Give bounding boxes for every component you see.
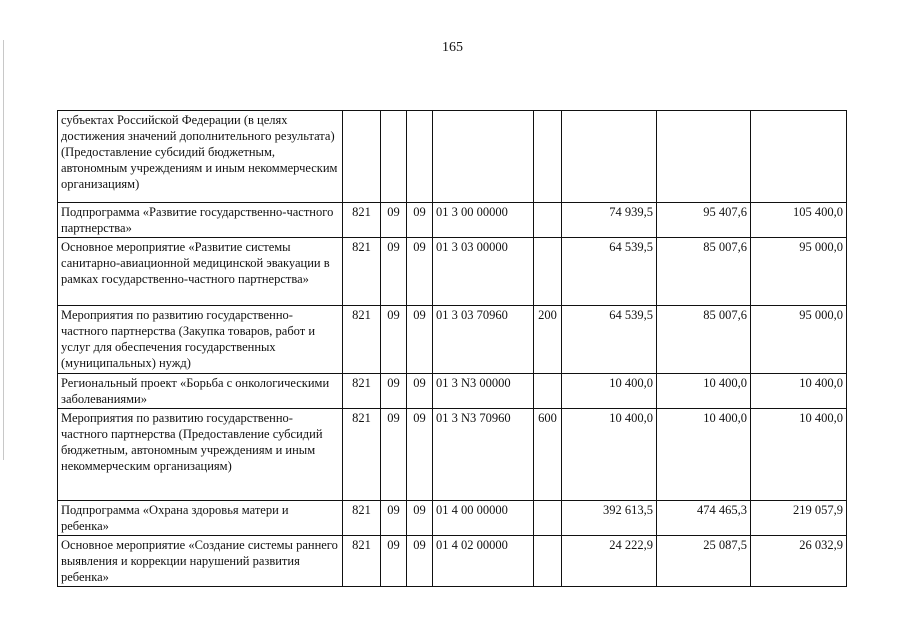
cell-section: 09 [381, 238, 407, 306]
cell-name: Мероприятия по развитию государственно-частного партнерства (Закупка товаров, работ и услуг для обеспечения государственных (муниципальных) нужд) [58, 306, 343, 374]
cell-target-article: 01 3 N3 70960 [433, 409, 534, 501]
cell-amount-year1: 64 539,5 [562, 238, 657, 306]
cell-section: 09 [381, 203, 407, 238]
cell-expense-type [534, 238, 562, 306]
cell-grbs: 821 [343, 409, 381, 501]
cell-target-article: 01 3 00 00000 [433, 203, 534, 238]
cell-amount-year3: 219 057,9 [751, 501, 847, 536]
table-row [58, 111, 847, 203]
table-row [58, 374, 847, 409]
cell-grbs: 821 [343, 203, 381, 238]
cell-amount-year2: 85 007,6 [657, 238, 751, 306]
cell-target-article [433, 111, 534, 203]
cell-expense-type [534, 203, 562, 238]
page-number: 165 [442, 40, 463, 55]
cell-amount-year1: 24 222,9 [562, 536, 657, 587]
cell-subsection: 09 [407, 203, 433, 238]
table-row [58, 306, 847, 374]
cell-name: Подпрограмма «Развитие государственно-частного партнерства» [58, 203, 343, 238]
cell-expense-type [534, 536, 562, 587]
cell-amount-year1: 392 613,5 [562, 501, 657, 536]
table-row [58, 203, 847, 238]
cell-amount-year2: 10 400,0 [657, 409, 751, 501]
cell-amount-year2 [657, 111, 751, 203]
cell-subsection: 09 [407, 536, 433, 587]
cell-name: Мероприятия по развитию государственно-частного партнерства (Предоставление субсидий бюджетным, автономным учреждениям и иным некоммерческим организациям) [58, 409, 343, 501]
cell-amount-year3: 10 400,0 [751, 409, 847, 501]
cell-target-article: 01 3 N3 00000 [433, 374, 534, 409]
cell-name: Региональный проект «Борьба с онкологическими заболеваниями» [58, 374, 343, 409]
table-body [58, 111, 847, 587]
cell-grbs: 821 [343, 536, 381, 587]
cell-section [381, 111, 407, 203]
cell-amount-year2: 85 007,6 [657, 306, 751, 374]
cell-subsection: 09 [407, 374, 433, 409]
cell-amount-year1: 10 400,0 [562, 374, 657, 409]
cell-target-article: 01 4 02 00000 [433, 536, 534, 587]
cell-subsection: 09 [407, 238, 433, 306]
cell-target-article: 01 3 03 70960 [433, 306, 534, 374]
cell-section: 09 [381, 536, 407, 587]
cell-name: Основное мероприятие «Развитие системы санитарно-авиационной медицинской эвакуации в рамках государственно-частного партнерства» [58, 238, 343, 306]
cell-amount-year3: 26 032,9 [751, 536, 847, 587]
cell-section: 09 [381, 306, 407, 374]
cell-amount-year1: 74 939,5 [562, 203, 657, 238]
cell-grbs: 821 [343, 306, 381, 374]
cell-expense-type [534, 111, 562, 203]
cell-amount-year2: 474 465,3 [657, 501, 751, 536]
cell-name: Основное мероприятие «Создание системы раннего выявления и коррекции нарушений развития ребенка» [58, 536, 343, 587]
cell-grbs: 821 [343, 501, 381, 536]
cell-section: 09 [381, 374, 407, 409]
cell-target-article: 01 4 00 00000 [433, 501, 534, 536]
scan-edge-line [3, 40, 4, 460]
cell-amount-year3: 95 000,0 [751, 238, 847, 306]
cell-amount-year1: 10 400,0 [562, 409, 657, 501]
cell-amount-year3 [751, 111, 847, 203]
cell-grbs: 821 [343, 238, 381, 306]
cell-section: 09 [381, 409, 407, 501]
cell-expense-type [534, 501, 562, 536]
cell-subsection [407, 111, 433, 203]
cell-subsection: 09 [407, 501, 433, 536]
cell-amount-year2: 95 407,6 [657, 203, 751, 238]
table-row [58, 536, 847, 587]
table-row [58, 409, 847, 501]
cell-amount-year3: 95 000,0 [751, 306, 847, 374]
cell-section: 09 [381, 501, 407, 536]
cell-grbs [343, 111, 381, 203]
budget-table [57, 110, 847, 587]
table-row [58, 501, 847, 536]
cell-amount-year2: 25 087,5 [657, 536, 751, 587]
cell-amount-year1 [562, 111, 657, 203]
cell-subsection: 09 [407, 306, 433, 374]
cell-expense-type [534, 374, 562, 409]
cell-name: Подпрограмма «Охрана здоровья матери и ребенка» [58, 501, 343, 536]
cell-subsection: 09 [407, 409, 433, 501]
cell-expense-type: 200 [534, 306, 562, 374]
cell-target-article: 01 3 03 00000 [433, 238, 534, 306]
cell-amount-year3: 105 400,0 [751, 203, 847, 238]
cell-amount-year2: 10 400,0 [657, 374, 751, 409]
cell-amount-year3: 10 400,0 [751, 374, 847, 409]
table-row [58, 238, 847, 306]
cell-grbs: 821 [343, 374, 381, 409]
cell-expense-type: 600 [534, 409, 562, 501]
cell-amount-year1: 64 539,5 [562, 306, 657, 374]
cell-name: субъектах Российской Федерации (в целях достижения значений дополнительного результата) (Предоставление субсидий бюджетным, автономным учреждениям и иным некоммерческим организациям) [58, 111, 343, 203]
